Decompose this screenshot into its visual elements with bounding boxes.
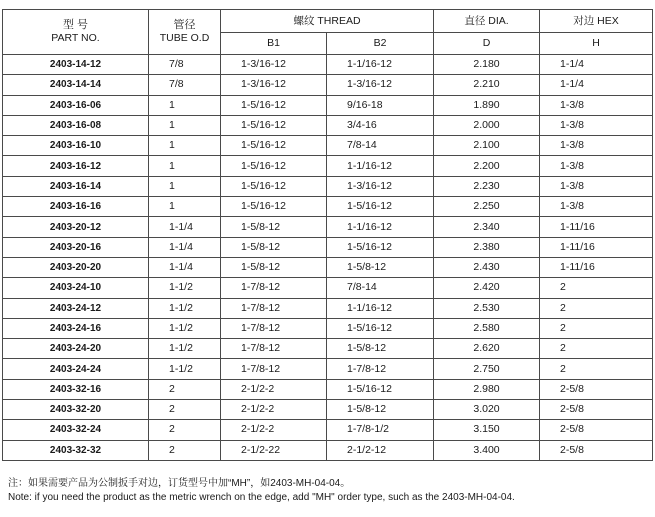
cell-thread-b2: 1-3/16-12 (327, 176, 434, 196)
cell-hex-h: 2 (540, 298, 653, 318)
cell-tube-od: 2 (149, 420, 221, 440)
table-row (3, 298, 653, 318)
cell-thread-b2: 1-5/16-12 (327, 318, 434, 338)
cell-part-no: 2403-16-08 (3, 115, 149, 135)
cell-tube-od: 2 (149, 400, 221, 420)
cell-thread-b2: 7/8-14 (327, 136, 434, 156)
cell-thread-b2: 7/8-14 (327, 278, 434, 298)
cell-hex-h: 1-11/16 (540, 217, 653, 237)
cell-tube-od: 1-1/4 (149, 257, 221, 277)
cell-tube-od: 1-1/2 (149, 359, 221, 379)
cell-tube-od: 1 (149, 176, 221, 196)
cell-dia-d: 3.150 (434, 420, 540, 440)
cell-thread-b1: 1-7/8-12 (221, 359, 327, 379)
table-row (3, 379, 653, 399)
cell-thread-b2: 1-3/16-12 (327, 75, 434, 95)
cell-tube-od: 1-1/2 (149, 339, 221, 359)
cell-thread-b2: 1-5/8-12 (327, 257, 434, 277)
cell-thread-b1: 1-5/16-12 (221, 136, 327, 156)
table-row (3, 55, 653, 75)
cell-dia-d: 2.530 (434, 298, 540, 318)
cell-part-no: 2403-24-12 (3, 298, 149, 318)
cell-hex-h: 1-11/16 (540, 237, 653, 257)
cell-hex-h: 1-3/8 (540, 95, 653, 115)
spec-table (2, 9, 653, 461)
cell-thread-b2: 1-7/8-1/2 (327, 420, 434, 440)
cell-part-no: 2403-16-12 (3, 156, 149, 176)
cell-tube-od: 2 (149, 440, 221, 460)
cell-hex-h: 1-3/8 (540, 115, 653, 135)
cell-part-no: 2403-16-10 (3, 136, 149, 156)
cell-part-no: 2403-32-24 (3, 420, 149, 440)
table-row (3, 420, 653, 440)
cell-hex-h: 2-5/8 (540, 379, 653, 399)
cell-thread-b1: 2-1/2-2 (221, 400, 327, 420)
cell-thread-b2: 1-1/16-12 (327, 217, 434, 237)
cell-dia-d: 2.200 (434, 156, 540, 176)
cell-hex-h: 2 (540, 339, 653, 359)
cell-part-no: 2403-14-14 (3, 75, 149, 95)
cell-thread-b1: 1-7/8-12 (221, 318, 327, 338)
cell-tube-od: 7/8 (149, 55, 221, 75)
notes (8, 477, 515, 505)
cell-thread-b2: 9/16-18 (327, 95, 434, 115)
cell-dia-d: 2.100 (434, 136, 540, 156)
header-thread: 螺纹 THREAD (221, 10, 434, 33)
cell-hex-h: 1-1/4 (540, 55, 653, 75)
cell-tube-od: 1-1/4 (149, 237, 221, 257)
cell-dia-d: 2.430 (434, 257, 540, 277)
cell-part-no: 2403-14-12 (3, 55, 149, 75)
cell-tube-od: 1-1/2 (149, 318, 221, 338)
spec-table-container (2, 9, 653, 461)
cell-dia-d: 2.230 (434, 176, 540, 196)
cell-thread-b2: 1-5/8-12 (327, 339, 434, 359)
cell-dia-d: 2.980 (434, 379, 540, 399)
cell-thread-b1: 2-1/2-22 (221, 440, 327, 460)
cell-thread-b1: 1-3/16-12 (221, 75, 327, 95)
cell-dia-d: 2.340 (434, 217, 540, 237)
cell-dia-d: 2.580 (434, 318, 540, 338)
cell-tube-od: 2 (149, 379, 221, 399)
cell-part-no: 2403-32-16 (3, 379, 149, 399)
table-row (3, 257, 653, 277)
cell-thread-b2: 2-1/2-12 (327, 440, 434, 460)
header-b2: B2 (327, 33, 434, 55)
table-row (3, 217, 653, 237)
cell-thread-b1: 1-7/8-12 (221, 339, 327, 359)
cell-thread-b1: 1-7/8-12 (221, 278, 327, 298)
cell-thread-b2: 1-5/16-12 (327, 379, 434, 399)
header-d: D (434, 33, 540, 55)
table-row (3, 115, 653, 135)
cell-tube-od: 7/8 (149, 75, 221, 95)
cell-thread-b2: 1-1/16-12 (327, 298, 434, 318)
table-row (3, 197, 653, 217)
table-row (3, 440, 653, 460)
cell-thread-b2: 1-5/8-12 (327, 400, 434, 420)
cell-tube-od: 1 (149, 115, 221, 135)
header-b1: B1 (221, 33, 327, 55)
header-part-en: PART NO. (51, 32, 100, 44)
cell-part-no: 2403-32-32 (3, 440, 149, 460)
header-part-cn: 型 号 (62, 19, 89, 31)
table-header (3, 10, 653, 55)
table-row (3, 156, 653, 176)
note-cn: 注：如果需要产品为公制扳手对边，订货型号中加“MH”，如2403-MH-04-04。 (8, 478, 351, 489)
cell-part-no: 2403-20-20 (3, 257, 149, 277)
header-tube-cn: 管径 (173, 19, 196, 31)
table-row (3, 400, 653, 420)
cell-hex-h: 2 (540, 278, 653, 298)
header-tube-en: TUBE O.D (159, 32, 210, 44)
cell-dia-d: 2.250 (434, 197, 540, 217)
cell-dia-d: 2.620 (434, 339, 540, 359)
table-row (3, 318, 653, 338)
cell-thread-b2: 1-1/16-12 (327, 55, 434, 75)
cell-part-no: 2403-24-20 (3, 339, 149, 359)
table-row (3, 75, 653, 95)
cell-thread-b1: 1-7/8-12 (221, 298, 327, 318)
cell-thread-b1: 1-5/16-12 (221, 115, 327, 135)
cell-hex-h: 1-11/16 (540, 257, 653, 277)
cell-thread-b1: 2-1/2-2 (221, 379, 327, 399)
cell-dia-d: 2.000 (434, 115, 540, 135)
cell-thread-b1: 1-5/16-12 (221, 95, 327, 115)
cell-part-no: 2403-24-24 (3, 359, 149, 379)
cell-thread-b2: 1-1/16-12 (327, 156, 434, 176)
cell-dia-d: 2.750 (434, 359, 540, 379)
header-dia: 直径 DIA. (434, 10, 540, 33)
cell-tube-od: 1-1/2 (149, 278, 221, 298)
note-en: Note: if you need the product as the metric wrench on the edge, add "MH" order type, such as the 2403-MH-04-04. (8, 492, 515, 503)
cell-part-no: 2403-16-06 (3, 95, 149, 115)
cell-thread-b1: 1-5/8-12 (221, 237, 327, 257)
cell-thread-b1: 1-5/8-12 (221, 257, 327, 277)
table-row (3, 95, 653, 115)
cell-tube-od: 1 (149, 197, 221, 217)
cell-part-no: 2403-16-14 (3, 176, 149, 196)
table-row (3, 136, 653, 156)
cell-tube-od: 1 (149, 95, 221, 115)
table-row (3, 339, 653, 359)
cell-part-no: 2403-24-10 (3, 278, 149, 298)
cell-tube-od: 1-1/4 (149, 217, 221, 237)
cell-hex-h: 1-1/4 (540, 75, 653, 95)
cell-thread-b1: 1-5/8-12 (221, 217, 327, 237)
cell-hex-h: 1-3/8 (540, 176, 653, 196)
table-row (3, 278, 653, 298)
cell-hex-h: 1-3/8 (540, 197, 653, 217)
header-part-no (3, 10, 149, 55)
header-hex: 对边 HEX (540, 10, 653, 33)
cell-thread-b1: 1-5/16-12 (221, 156, 327, 176)
cell-dia-d: 2.210 (434, 75, 540, 95)
cell-dia-d: 2.180 (434, 55, 540, 75)
cell-part-no: 2403-16-16 (3, 197, 149, 217)
cell-hex-h: 2-5/8 (540, 420, 653, 440)
cell-thread-b1: 2-1/2-2 (221, 420, 327, 440)
table-body (3, 55, 653, 461)
cell-tube-od: 1 (149, 136, 221, 156)
cell-hex-h: 1-3/8 (540, 156, 653, 176)
cell-tube-od: 1-1/2 (149, 298, 221, 318)
cell-part-no: 2403-24-16 (3, 318, 149, 338)
cell-hex-h: 2-5/8 (540, 440, 653, 460)
cell-hex-h: 2 (540, 318, 653, 338)
table-row (3, 237, 653, 257)
cell-thread-b1: 1-3/16-12 (221, 55, 327, 75)
header-h: H (540, 33, 653, 55)
cell-part-no: 2403-32-20 (3, 400, 149, 420)
cell-dia-d: 2.420 (434, 278, 540, 298)
cell-dia-d: 3.400 (434, 440, 540, 460)
cell-dia-d: 1.890 (434, 95, 540, 115)
cell-hex-h: 2-5/8 (540, 400, 653, 420)
cell-thread-b1: 1-5/16-12 (221, 197, 327, 217)
cell-dia-d: 3.020 (434, 400, 540, 420)
cell-thread-b2: 3/4-16 (327, 115, 434, 135)
cell-thread-b2: 1-5/16-12 (327, 237, 434, 257)
cell-thread-b2: 1-7/8-12 (327, 359, 434, 379)
cell-hex-h: 1-3/8 (540, 136, 653, 156)
cell-part-no: 2403-20-12 (3, 217, 149, 237)
table-row (3, 176, 653, 196)
cell-thread-b1: 1-5/16-12 (221, 176, 327, 196)
header-tube-od (149, 10, 221, 55)
cell-dia-d: 2.380 (434, 237, 540, 257)
table-row (3, 359, 653, 379)
cell-hex-h: 2 (540, 359, 653, 379)
cell-part-no: 2403-20-16 (3, 237, 149, 257)
cell-thread-b2: 1-5/16-12 (327, 197, 434, 217)
cell-tube-od: 1 (149, 156, 221, 176)
